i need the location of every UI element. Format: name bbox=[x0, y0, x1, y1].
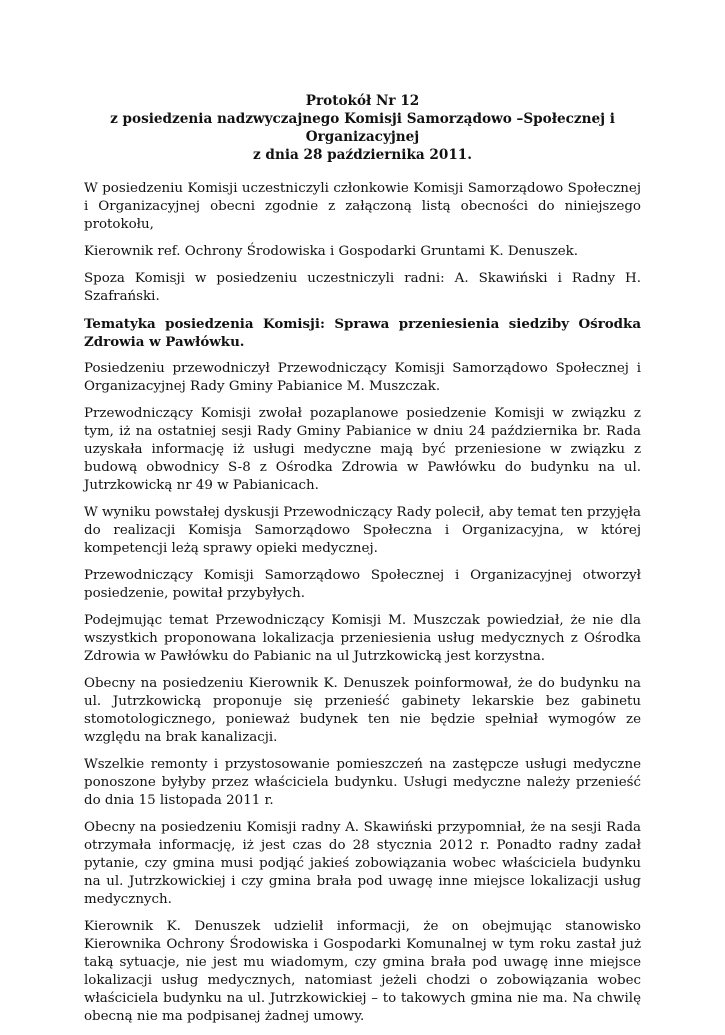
paragraph-manager-info: Obecny na posiedzeniu Kierownik K. Denuszek poinformował, że do budynku na ul. Jutrzkowicką proponuje się przenieść gabinety lekarskie bez gabinetu stomotologicznego, ponieważ budynek ten nie będzie spełniał wymogów ze względu na brak kanalizacji. bbox=[84, 676, 641, 745]
paragraph-skawinski-question: Obecny na posiedzeniu Komisji radny A. Skawiński przypomniał, że na sesji Rada otrzymała informację, iż jest czas do 28 stycznia 2012 r. Ponadto radny zadał pytanie, czy gmina musi podjąć jakieś zobowiązania wobec właściciela budynku na ul. Jutrzkowickiej i czy gmina brała pod uwagę inne miejsce lokalizacji usług medycznych. bbox=[84, 820, 641, 907]
paragraph-manager-answer: Kierownik K. Denuszek udzielił informacji, że on obejmując stanowisko Kierownika Ochrony Środowiska i Gospodarki Komunalnej w tym roku zastał już taką sytuacje, nie jest mu wiadomym, czy gmina brała pod uwagę inne miejsce lokalizacji usług medycznych, natomiast jeżeli chodzi o zobowiązania wobec właściciela budynku na ul. Jutrzkowickiej – to takowych gmina nie ma. Na chwilę obecną nie ma podpisanej żadnej umowy. bbox=[84, 919, 641, 1024]
document-body bbox=[84, 180, 641, 1035]
meeting-title: z posiedzenia nadzwyczajnego Komisji Samorządowo –Społecznej i Organizacyjnej bbox=[110, 111, 615, 145]
paragraph-reason: Przewodniczący Komisji zwołał pozaplanowe posiedzenie Komisji w związku z tym, iż na ostatniej sesji Rady Gminy Pabianice w dniu 24 października br. Rada uzyskała informację iż usługi medyczne mają być przeniesione w związku z budową obwodnicy S-8 z Ośrodka Zdrowia w Pawłówku do budynku na ul. Jutrzkowicką nr 49 w Pabianicach. bbox=[84, 406, 641, 493]
paragraph-discussion: W wyniku powstałej dyskusji Przewodniczący Rady polecił, aby temat ten przyjęła do realizacji Komisja Samorządowo Społeczna i Organizacyjna, w której kompetencji leżą sprawy opieki medycznej. bbox=[84, 505, 641, 556]
paragraph-subject: Tematyka posiedzenia Komisji: Sprawa przeniesienia siedziby Ośrodka Zdrowia w Pawłówku. bbox=[84, 316, 641, 350]
paragraph-renovations: Wszelkie remonty i przystosowanie pomieszczeń na zastępcze usługi medyczne ponoszone byłyby przez właściciela budynku. Usługi medyczne należy przenieść do dnia 15 listopada 2011 r. bbox=[84, 757, 641, 808]
protocol-number: Protokół Nr 12 bbox=[305, 93, 420, 109]
paragraph-chair: Posiedzeniu przewodniczył Przewodniczący Komisji Samorządowo Społecznej i Organizacyjnej Rady Gminy Pabianice M. Muszczak. bbox=[84, 361, 641, 394]
paragraph-manager: Kierownik ref. Ochrony Środowiska i Gospodarki Gruntami K. Denuszek. bbox=[84, 244, 578, 259]
paragraph-location-concern: Podejmując temat Przewodniczący Komisji M. Muszczak powiedział, że nie dla wszystkich proponowana lokalizacja przeniesienia usług medycznych z Ośrodka Zdrowia w Pawłówku do Pabianic na ul Jutrzkowicką jest korzystna. bbox=[84, 613, 641, 664]
document-header bbox=[60, 92, 665, 164]
paragraph-guests: Spoza Komisji w posiedzeniu uczestniczyli radni: A. Skawiński i Radny H. Szafrański. bbox=[84, 271, 641, 304]
paragraph-opening: Przewodniczący Komisji Samorządowo Społecznej i Organizacyjnej otworzył posiedzenie, powitał przybyłych. bbox=[84, 568, 641, 601]
meeting-date: z dnia 28 października 2011. bbox=[252, 147, 472, 163]
paragraph-attendees: W posiedzeniu Komisji uczestniczyli członkowie Komisji Samorządowo Społecznej i Organizacyjnej obecni zgodnie z załączoną listą obecności do niniejszego protokołu, bbox=[84, 181, 641, 232]
